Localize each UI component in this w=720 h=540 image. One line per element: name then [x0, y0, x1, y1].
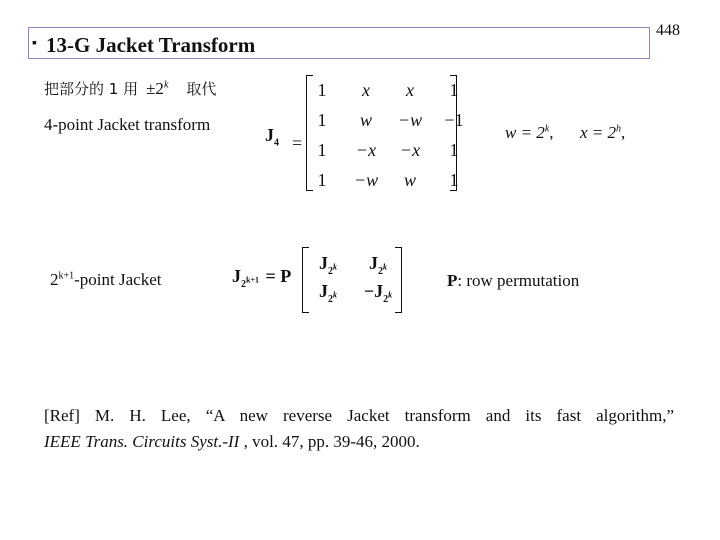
- x-def-exp: h: [616, 123, 622, 135]
- w-definition: [505, 123, 554, 143]
- reference-line2: [44, 429, 674, 455]
- reference-line1: [Ref] M. H. Lee, “A new reverse Jacket transform and its fast algorithm,”: [44, 406, 674, 425]
- matrix-cell: 1: [317, 170, 327, 190]
- intro-suffix: 取代: [186, 80, 217, 98]
- matrix-cell: w: [359, 110, 372, 130]
- block-cell: $J_{2^k}$: [319, 253, 337, 277]
- j2k-lhs-sub: [241, 275, 260, 290]
- matrix-cell: −w: [397, 110, 423, 130]
- block-cell: $-J_{2^k}$: [363, 281, 393, 305]
- j4-name: [265, 125, 279, 149]
- slide-title: 13-G Jacket Transform: [46, 33, 256, 57]
- matrix-cell: −1: [444, 110, 464, 130]
- w-def-comma: ,: [549, 123, 554, 142]
- jacket4-matrix: [300, 75, 476, 195]
- jacket2k-label-exp: k+1: [58, 270, 75, 282]
- j2k-lhs: [232, 266, 291, 290]
- w-def-text: w = 2: [505, 123, 545, 142]
- block-cell: $J_{2^k}$: [369, 253, 387, 277]
- p-symbol: P: [447, 271, 458, 290]
- j4-equals: =: [292, 133, 303, 153]
- matrix-cell: −w: [353, 170, 379, 190]
- matrix-cell: −x: [399, 140, 421, 160]
- pm-2k-base: ±2: [146, 79, 164, 98]
- matrix-cell: x: [406, 80, 414, 100]
- pm-2k-exp: k: [163, 79, 169, 91]
- matrix-cell: 1: [317, 140, 327, 160]
- p-desc-text: : row permutation: [457, 271, 580, 290]
- intro-prefix: 把部分的 1 用: [44, 80, 139, 98]
- matrix-cell: 1: [449, 80, 459, 100]
- matrix-cell: 1: [317, 110, 327, 130]
- pm-2k-symbol: [146, 79, 168, 98]
- x-def-text: x = 2: [580, 123, 617, 142]
- block-cell: $J_{2^k}$: [319, 281, 337, 305]
- x-def-comma: ,: [621, 123, 626, 142]
- j2k-equals-p: = P: [265, 266, 292, 286]
- matrix-cell: −x: [355, 140, 377, 160]
- x-definition: [580, 123, 625, 143]
- reference-details: , vol. 47, pp. 39-46, 2000.: [239, 432, 420, 451]
- matrix-cell: 1: [449, 140, 459, 160]
- j2k-lhs-sub-exp: k+1: [246, 275, 260, 285]
- jacket2k-label: [50, 270, 161, 290]
- intro-line: [44, 78, 216, 99]
- jacket4-label: 4-point Jacket transform: [44, 115, 211, 134]
- w-def-exp: k: [544, 123, 550, 135]
- jacket2k-label-base: 2: [50, 270, 59, 289]
- j2k-lhs-letter: J: [232, 266, 241, 286]
- matrix-cell: w: [403, 170, 416, 190]
- jacket-block-matrix: [303, 249, 403, 305]
- page-number: 448: [656, 22, 680, 39]
- jacket2k-label-rest: -point Jacket: [74, 270, 162, 289]
- matrix-cell: 1: [317, 80, 327, 100]
- matrix-cell: 1: [449, 170, 459, 190]
- j4-sub: 4: [274, 137, 279, 149]
- reference: [44, 403, 674, 455]
- title-bullet: ▪: [32, 36, 37, 51]
- j2k-lhs-sub-base: 2: [241, 278, 246, 290]
- p-description: [447, 271, 579, 291]
- reference-journal: IEEE Trans. Circuits Syst.-II: [44, 432, 240, 451]
- j4-letter: J: [265, 125, 274, 145]
- matrix-cell: x: [362, 80, 370, 100]
